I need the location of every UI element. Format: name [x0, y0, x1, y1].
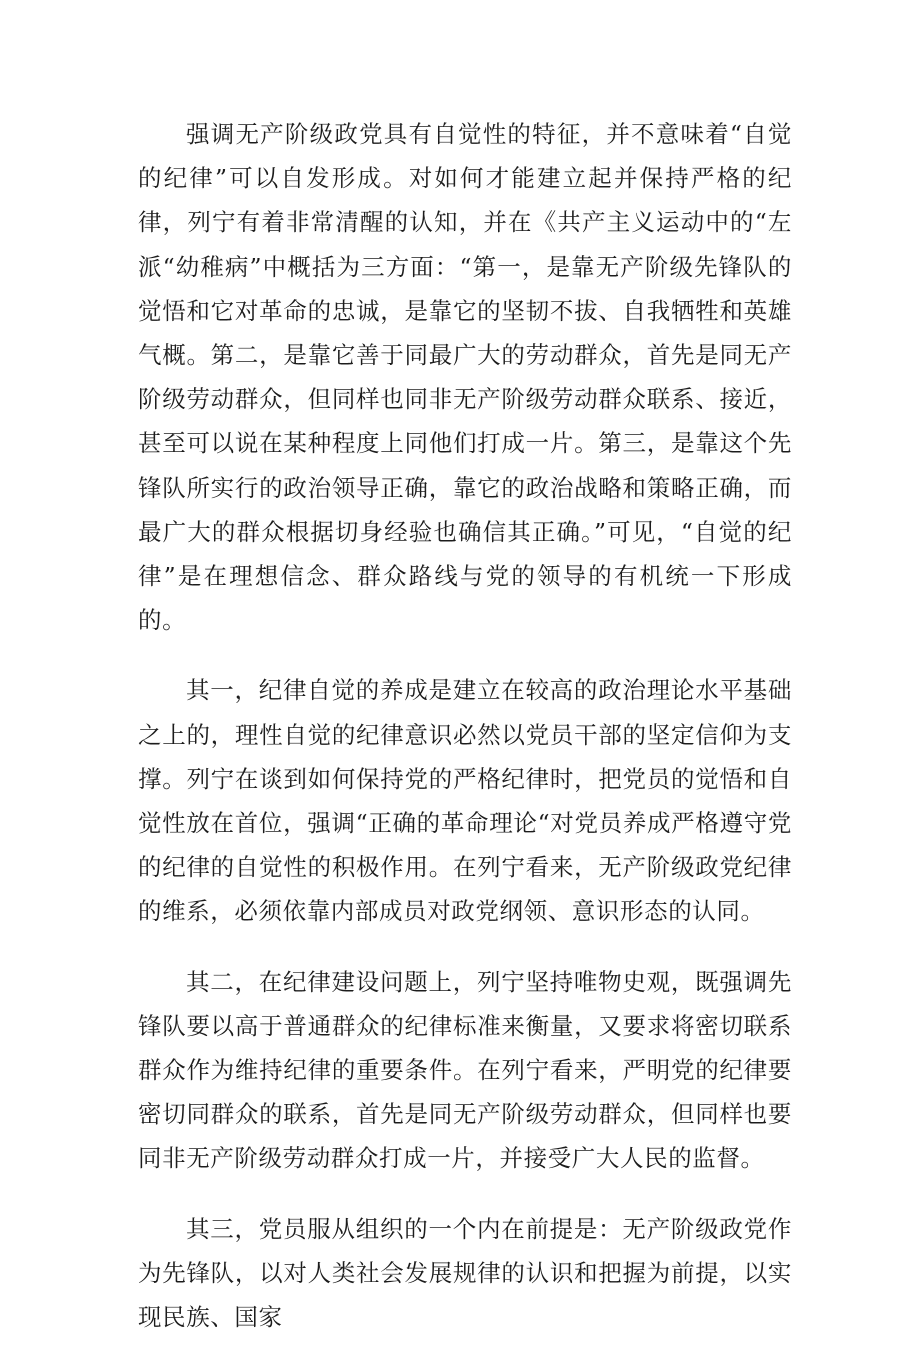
- paragraph-1: 强调无产阶级政党具有自觉性的特征，并不意味着“自觉的纪律”可以自发形成。对如何才能建立起并保持严格的纪律，列宁有着非常清醒的认知，并在《共产主义运动中的“左派“幼稚病”中概括为三方面：“第一，是靠无产阶级先锋队的觉悟和它对革命的忠诚，是靠它的坚韧不拔、自我牺牲和英雄气概。第二，是靠它善于同最广大的劳动群众，首先是同无产阶级劳动群众，但同样也同非无产阶级劳动群众联系、接近，甚至可以说在某种程度上同他们打成一片。第三，是靠这个先锋队所实行的政治领导正确，靠它的政治战略和策略正确，而最广大的群众根据切身经验也确信其正确。”可见，“自觉的纪律”是在理想信念、群众路线与党的领导的有机统一下形成的。: [138, 120, 792, 635]
- paragraph-3: 其二，在纪律建设问题上，列宁坚持唯物史观，既强调先锋队要以高于普通群众的纪律标准来衡量，又要求将密切联系群众作为维持纪律的重要条件。在列宁看来，严明党的纪律要密切同群众的联系，首先是同无产阶级劳动群众，但同样也要同非无产阶级劳动群众打成一片，并接受广大人民的监督。: [138, 967, 792, 1173]
- paragraph-4: 其三，党员服从组织的一个内在前提是：无产阶级政党作为先锋队，以对人类社会发展规律的认识和把握为前提，以实现民族、国家: [138, 1214, 792, 1332]
- document-page: [138, 112, 792, 1365]
- paragraph-2: 其一，纪律自觉的养成是建立在较高的政治理论水平基础之上的，理性自觉的纪律意识必然以党员干部的坚定信仰为支撑。列宁在谈到如何保持党的严格纪律时，把党员的觉悟和自觉性放在首位，强调“正确的革命理论“对党员养成严格遵守党的纪律的自觉性的积极作用。在列宁看来，无产阶级政党纪律的维系，必须依靠内部成员对政党纲领、意识形态的认同。: [138, 676, 792, 926]
